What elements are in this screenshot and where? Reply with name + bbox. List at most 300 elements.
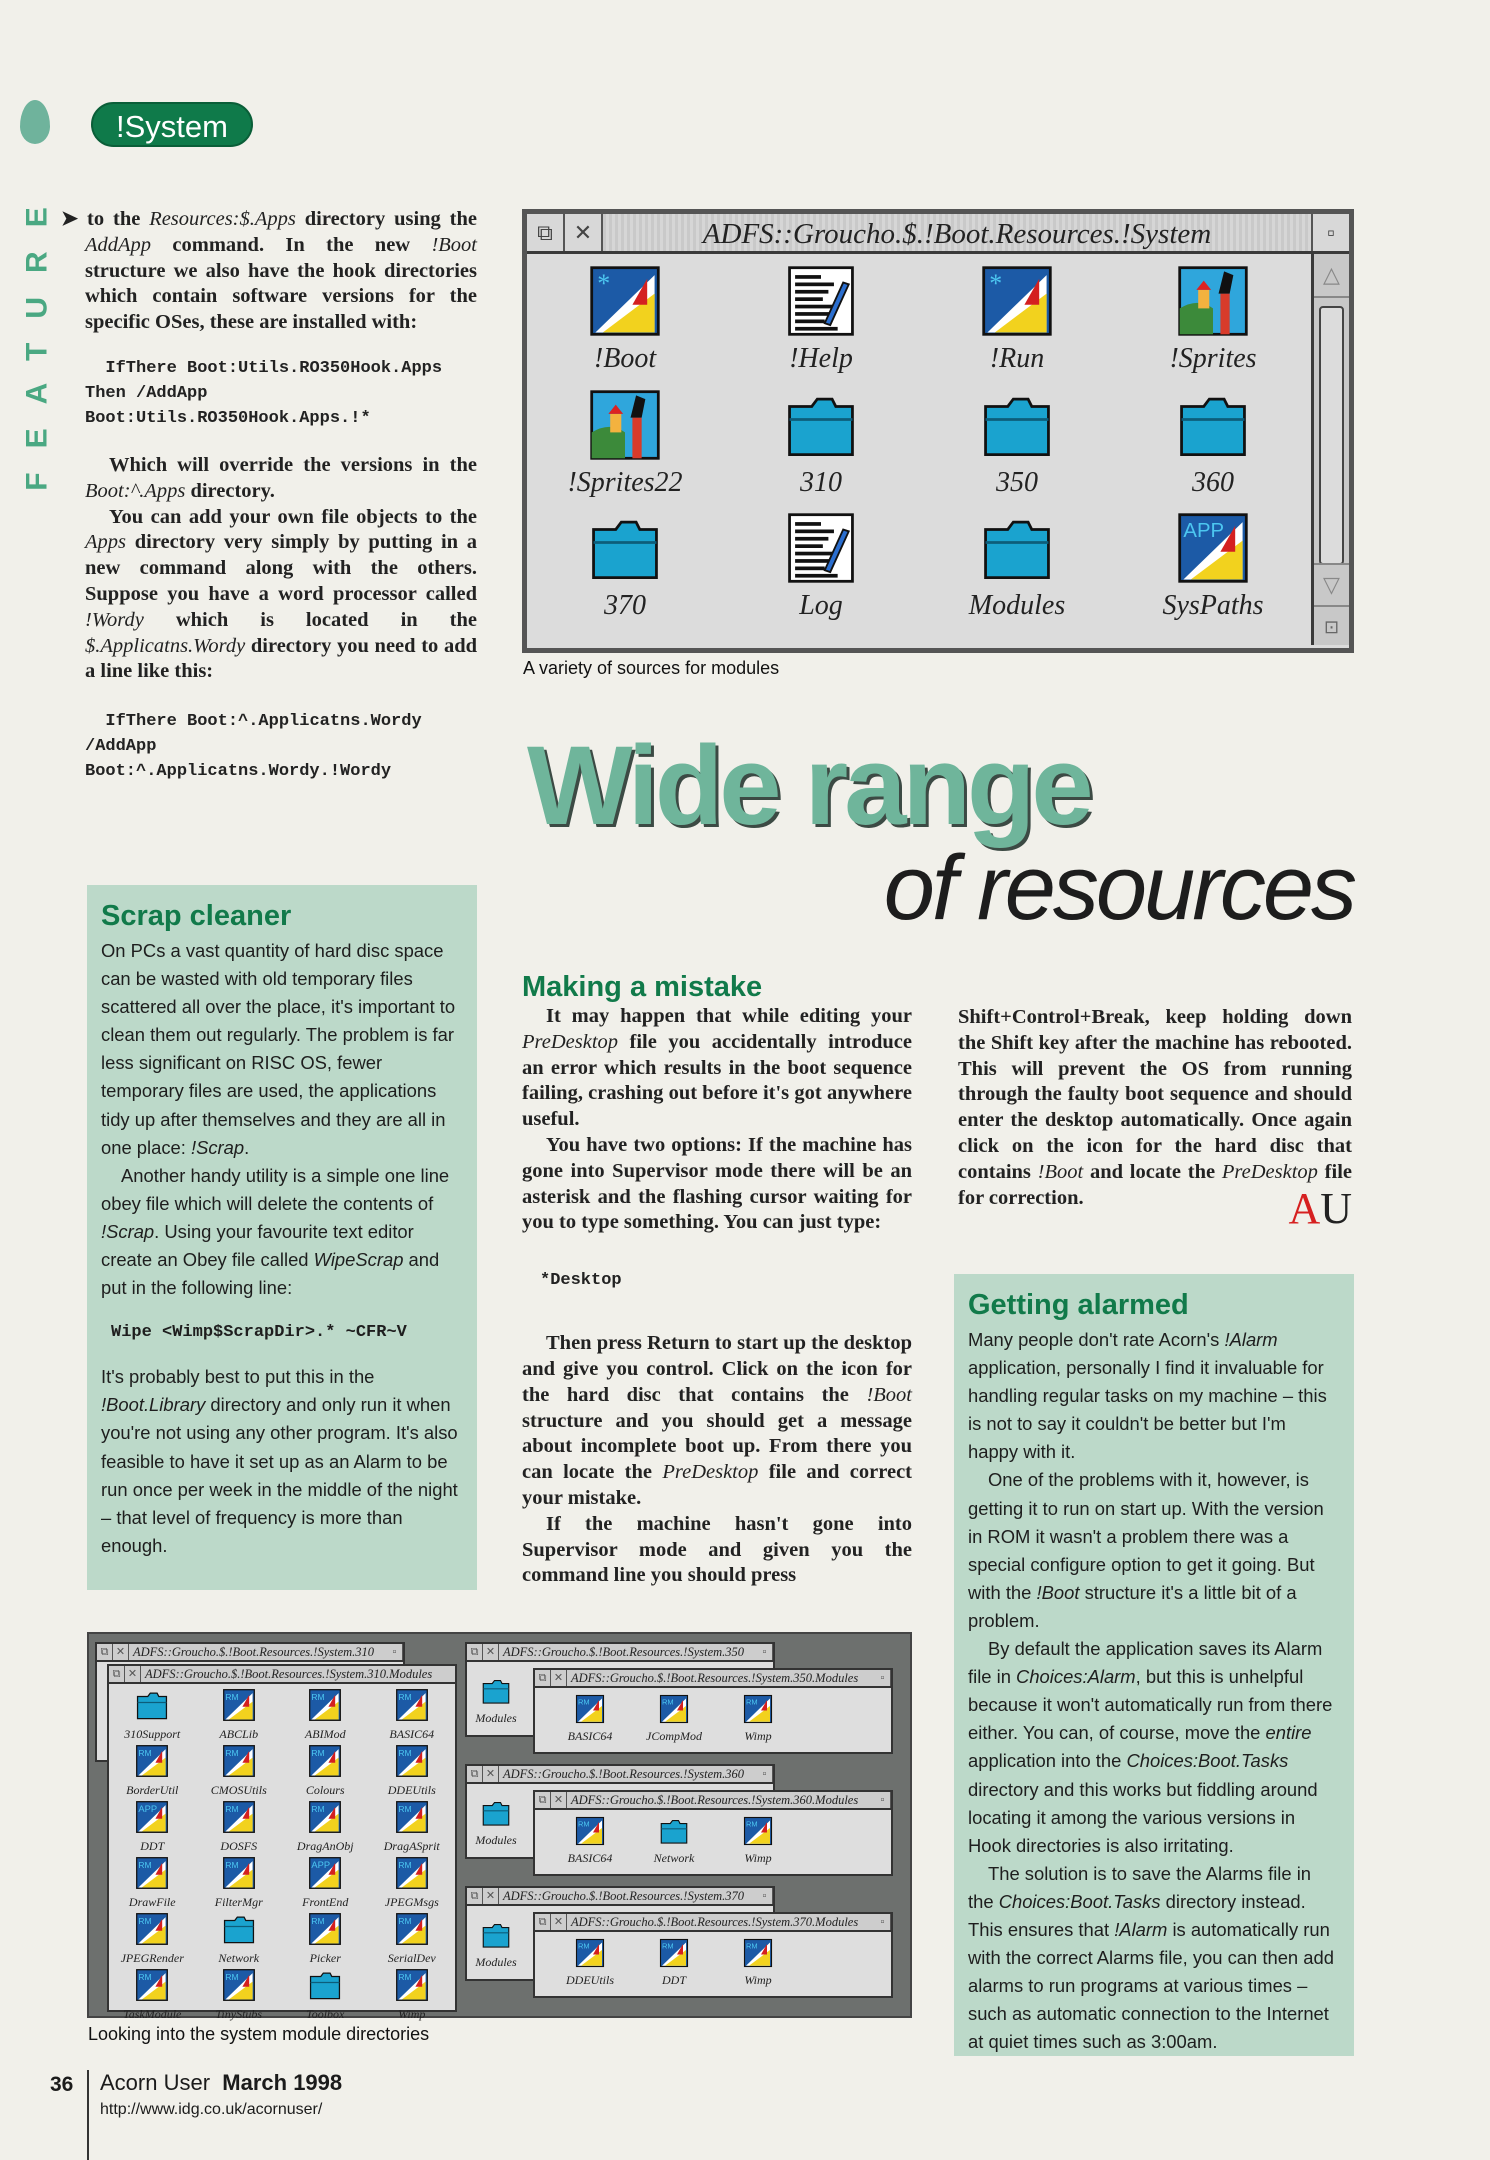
file-icon-350[interactable]	[919, 388, 1115, 506]
filer-window-modules	[533, 1912, 893, 1998]
text: and put in the following line:	[101, 1249, 440, 1299]
module-icon	[222, 1968, 256, 2007]
svg-text:RM: RM	[746, 1697, 758, 1707]
text: application into the	[968, 1750, 1127, 1772]
module-icon	[659, 1938, 689, 1973]
paragraph	[958, 1005, 1352, 1211]
svg-text:RM: RM	[398, 1971, 412, 1982]
code-block: IfThere Boot:Utils.RO350Hook.Apps Then /AddApp Boot:Utils.RO350Hook.Apps.!*	[85, 358, 443, 428]
file-label: DOSFS	[220, 1839, 258, 1853]
emphasis: !Scrap	[101, 1220, 155, 1242]
svg-text:RM: RM	[138, 1915, 152, 1926]
text: Another handy utility is a simple one line obey file which will delete the contents of	[101, 1164, 450, 1214]
file-label: JPEGRender	[120, 1951, 184, 1965]
file-icon-310support[interactable]	[109, 1688, 196, 1742]
filer-window-310-modules	[107, 1664, 457, 2021]
module-icon	[135, 1856, 169, 1895]
code-block: Wipe <Wimp$ScrapDir>.* ~CFR~V	[111, 1323, 407, 1343]
text: directory and only run it when you're not using any other program. It's also feasible to have it set up as an Alarm to be run once per week in the middle of the night – that level of frequency is more than enough.	[101, 1394, 458, 1556]
svg-text:RM: RM	[662, 1941, 674, 1951]
file-icon-wimp[interactable]	[727, 1938, 789, 1988]
text: Which will override the versions in the	[109, 453, 477, 476]
file-label: TinyStubs	[215, 2007, 263, 2021]
svg-text:RM: RM	[398, 1859, 412, 1870]
file-label: 370	[604, 590, 646, 622]
emphasis: !Boot	[1037, 1160, 1084, 1183]
svg-text:*: *	[597, 268, 611, 298]
icon-grid	[527, 254, 1311, 645]
application-icon	[308, 1856, 342, 1895]
file-label: Colours	[305, 1783, 345, 1797]
sidebar-title: Scrap cleaner	[101, 900, 292, 932]
close-icon[interactable]: ✕	[483, 1766, 499, 1782]
svg-text:RM: RM	[746, 1819, 758, 1829]
module-icon	[135, 1744, 169, 1783]
application-icon	[980, 264, 1054, 343]
application-icon	[588, 264, 662, 343]
folder-icon	[980, 388, 1054, 467]
svg-text:RM: RM	[578, 1941, 590, 1951]
file-label: Wimp	[398, 2007, 426, 2021]
toggle-size-icon[interactable]: ▫	[1311, 214, 1349, 251]
file-icon-filtermgr[interactable]	[196, 1856, 283, 1910]
page-number: 36	[50, 2073, 74, 2096]
text: structure and you should get a message about incomplete boot up. From there you can locate the	[522, 1409, 912, 1484]
file-icon-basic64[interactable]	[559, 1694, 621, 1744]
file-icon-jcompmod[interactable]	[643, 1694, 705, 1744]
module-icon	[308, 1912, 342, 1951]
svg-text:RM: RM	[398, 1803, 412, 1814]
text: directory very simply by putting in a new command along with the others. Suppose you have a word processor called	[85, 531, 477, 605]
folder-icon	[308, 1968, 342, 2007]
emphasis: Resources:$.Apps	[149, 208, 296, 230]
emphasis: $.Applicatns.Wordy	[85, 634, 246, 657]
text: Then press Return to start up the desktop and give you control. Click on the icon for the hard disc that contains the	[522, 1332, 912, 1406]
emphasis: !Alarm	[1224, 1329, 1278, 1350]
article-paragraphs	[958, 1005, 1352, 1211]
module-directories-screenshot	[87, 1632, 912, 2021]
module-icon	[743, 1694, 773, 1729]
file-label: DDEUtils	[387, 1783, 436, 1797]
paragraph	[85, 453, 477, 505]
close-icon[interactable]: ✕	[551, 1914, 567, 1930]
text: You have two options: If the machine has gone into Supervisor mode there will be an asterisk and the flashing cursor waiting for you to type something. You can just type:	[522, 1133, 912, 1234]
article-paragraphs	[522, 1331, 912, 1589]
headline-sub: of resources	[883, 837, 1354, 939]
filer-window-modules	[533, 1668, 893, 1754]
file-label: 350	[996, 466, 1038, 498]
svg-text:APP: APP	[138, 1803, 158, 1814]
file-icon-ddeutils[interactable]	[369, 1744, 456, 1798]
back-icon[interactable]: ⧉	[535, 1914, 551, 1930]
file-icon-network[interactable]	[196, 1912, 283, 1966]
file-label: BASIC64	[567, 1729, 613, 1743]
file-icon-wimp[interactable]	[727, 1816, 789, 1866]
file-icon-jpegmsgs[interactable]	[369, 1856, 456, 1910]
close-icon[interactable]: ✕	[483, 1888, 499, 1904]
folder-icon	[481, 1798, 511, 1833]
svg-text:RM: RM	[398, 1691, 412, 1702]
file-icon-serialdev[interactable]	[369, 1912, 456, 1966]
text: directory using the	[295, 208, 477, 230]
folder-icon	[659, 1816, 689, 1851]
emphasis: !Scrap	[190, 1136, 245, 1158]
application-icon	[1176, 264, 1250, 343]
text: You can add your own file objects to the	[109, 505, 477, 528]
module-icon	[743, 1816, 773, 1851]
text-file-icon	[784, 264, 858, 343]
headline: Wide range	[527, 723, 1090, 848]
back-icon[interactable]: ⧉	[109, 1666, 125, 1682]
sidebar-title: Getting alarmed	[968, 1289, 1189, 1321]
continue-arrow-icon: ➤	[61, 208, 88, 230]
close-icon[interactable]: ✕	[483, 1644, 499, 1660]
file-icon-modules[interactable]	[471, 1920, 521, 1970]
acorn-logo-icon	[20, 100, 50, 144]
file-icon-basic64[interactable]	[369, 1688, 456, 1742]
filer-window-system	[522, 209, 1354, 653]
text: command. In the new	[151, 233, 432, 256]
paragraph	[101, 1363, 463, 1560]
end-mark: AU	[1288, 1184, 1352, 1234]
svg-text:RM: RM	[138, 1859, 152, 1870]
svg-text:RM: RM	[311, 1803, 325, 1814]
text: By default the application saves its Alarm file in	[968, 1638, 1323, 1688]
file-icon-370[interactable]	[527, 511, 723, 629]
text: and locate the	[1083, 1160, 1222, 1183]
file-label: FrontEnd	[302, 1895, 349, 1909]
toggle-size-icon[interactable]: ▫	[757, 1644, 773, 1660]
file-label: !Sprites22	[567, 466, 683, 498]
folder-icon	[1176, 388, 1250, 467]
svg-text:RM: RM	[311, 1915, 325, 1926]
file-label: SerialDev	[387, 1951, 436, 1965]
text: On PCs a vast quantity of hard disc space can be wasted with old temporary files scattered all over the place, it's important to clean them out regularly. The problem is far less significant on RISC OS, fewer temporary files are used, the applications tidy up after themselves and they are all in one place:	[101, 940, 456, 1158]
file-icon-wimp[interactable]	[727, 1694, 789, 1744]
icon-row	[535, 1688, 891, 1744]
footer-url[interactable]: http://www.idg.co.uk/acornuser/	[100, 2101, 323, 2118]
file-label: Wimp	[744, 1851, 772, 1865]
file-label: DDT	[661, 1973, 686, 1987]
back-icon[interactable]: ⧉	[467, 1766, 483, 1782]
folder-icon	[980, 511, 1054, 590]
module-icon	[575, 1938, 605, 1973]
svg-text:*: *	[989, 268, 1003, 298]
file-icon-wimp[interactable]	[369, 1968, 456, 2022]
text: is automatically run with the correct Alarms file, you can then add alarms to run programs at various times – such as automatic connection to the Internet at quiet times such as 3:00am.	[968, 1918, 1334, 2053]
text: The solution is to save the Alarms file in the	[968, 1862, 1312, 1912]
file-icon-360[interactable]	[1115, 388, 1311, 506]
svg-text:RM: RM	[138, 1747, 152, 1758]
file-label: Toolbox	[306, 2007, 345, 2021]
toggle-size-icon[interactable]: ▫	[875, 1792, 891, 1808]
window-title[interactable]: ADFS::Groucho.$.!Boot.Resources.!System	[603, 214, 1311, 251]
scroll-up-icon[interactable]: △	[1314, 254, 1349, 298]
module-icon	[308, 1744, 342, 1783]
paragraph	[85, 505, 477, 686]
text: application, personally I find it invaluable for handling regular tasks on my machine – this is not to say it couldn't be better but I'm happy with it.	[968, 1357, 1327, 1463]
file-label: Wimp	[744, 1729, 772, 1743]
file-label: JPEGMsgs	[384, 1895, 439, 1909]
file-icon-sprites22[interactable]	[527, 388, 723, 506]
file-icon-jpegrender[interactable]	[109, 1912, 196, 1966]
right-column	[958, 1005, 1352, 1234]
figure-caption: A variety of sources for modules	[523, 658, 780, 678]
file-icon-abclib[interactable]	[196, 1688, 283, 1742]
emphasis: !Boot	[1036, 1581, 1080, 1603]
emphasis: Choices:Alarm	[1016, 1666, 1136, 1688]
window-title[interactable]: ADFS::Groucho.$.!Boot.Resources.!System.310	[133, 1645, 375, 1659]
window-title[interactable]: ADFS::Groucho.$.!Boot.Resources.!System.360	[503, 1767, 745, 1781]
close-icon[interactable]: ✕	[551, 1670, 567, 1686]
file-icon-sprites[interactable]	[1115, 264, 1311, 382]
svg-text:RM: RM	[138, 1971, 152, 1982]
scroll-thumb[interactable]	[1319, 306, 1344, 565]
emphasis: WipeScrap	[313, 1249, 404, 1271]
emphasis: Choices:Boot.Tasks	[998, 1890, 1161, 1912]
toggle-size-icon[interactable]: ▫	[757, 1888, 773, 1904]
emphasis: PreDesktop	[1221, 1160, 1318, 1183]
paragraph	[968, 1326, 1340, 1466]
paragraph	[522, 1331, 912, 1512]
file-label: CMOSUtils	[210, 1783, 267, 1797]
window-title[interactable]: ADFS::Groucho.$.!Boot.Resources.!System.370	[503, 1889, 745, 1903]
paragraph	[522, 1004, 912, 1133]
file-label: DragASprit	[383, 1839, 440, 1853]
left-column	[61, 207, 477, 806]
text: , but this is unhelpful because it won't automatically run from there either. You can, of course, move the	[968, 1666, 1333, 1744]
footer-divider	[87, 2070, 89, 2160]
file-label: TaskModule	[123, 2007, 182, 2021]
module-icon	[659, 1694, 689, 1729]
paragraph	[522, 1512, 912, 1589]
text: directory.	[185, 479, 275, 502]
window-title[interactable]: ADFS::Groucho.$.!Boot.Resources.!System.350	[503, 1645, 745, 1659]
sidebar-paragraphs	[101, 937, 463, 1302]
text: file for correction.	[958, 1160, 1352, 1209]
toggle-size-icon[interactable]: ▫	[875, 1914, 891, 1930]
module-icon	[308, 1688, 342, 1727]
toggle-size-icon[interactable]: ▫	[757, 1766, 773, 1782]
file-label: Modules	[968, 590, 1066, 622]
module-icon	[395, 1912, 429, 1951]
svg-text:RM: RM	[225, 1691, 239, 1702]
issue-date: March 1998	[222, 2070, 343, 2095]
svg-text:RM: RM	[398, 1747, 412, 1758]
module-icon	[395, 1968, 429, 2007]
window-title[interactable]: ADFS::Groucho.$.!Boot.Resources.!System.360.Modules	[571, 1793, 859, 1807]
icon-row	[535, 1932, 891, 1988]
window-title[interactable]: ADFS::Groucho.$.!Boot.Resources.!System.370.Modules	[571, 1915, 859, 1929]
module-icon	[395, 1688, 429, 1727]
file-icon-abimod[interactable]	[282, 1688, 369, 1742]
icon-row	[535, 1810, 891, 1866]
text: to the	[87, 208, 150, 230]
file-icon-run[interactable]	[919, 264, 1115, 382]
file-icon-draganobj[interactable]	[282, 1800, 369, 1854]
article-paragraphs	[61, 207, 477, 336]
file-icon-log[interactable]	[723, 511, 919, 629]
close-icon[interactable]: ✕	[125, 1666, 141, 1682]
text: It's probably best to put this in the	[101, 1366, 375, 1388]
application-icon	[1176, 511, 1250, 590]
back-icon[interactable]: ⧉	[535, 1670, 551, 1686]
back-icon[interactable]: ⧉	[467, 1888, 483, 1904]
close-icon[interactable]: ✕	[113, 1644, 129, 1660]
text: directory and this works but fiddling around locating it among the various versions in Hook directories is also irritating.	[968, 1778, 1318, 1856]
file-icon-drawfile[interactable]	[109, 1856, 196, 1910]
file-icon-modules[interactable]	[919, 511, 1115, 629]
file-icon-boot[interactable]	[527, 264, 723, 382]
file-label: 310	[800, 466, 842, 498]
text-file-icon	[784, 511, 858, 590]
section-label	[18, 150, 58, 491]
text: directory instead. This ensures that	[968, 1890, 1306, 1940]
file-label: Modules	[475, 1955, 517, 1969]
file-icon-ddt[interactable]	[109, 1800, 196, 1854]
folder-icon	[222, 1912, 256, 1951]
article-paragraphs	[85, 453, 477, 685]
file-icon-ddt[interactable]	[643, 1938, 705, 1988]
module-icon	[575, 1816, 605, 1851]
file-icon-network[interactable]	[643, 1816, 705, 1866]
middle-column	[522, 970, 912, 1589]
file-label: DragAnObj	[296, 1839, 354, 1853]
svg-text:RM: RM	[225, 1803, 239, 1814]
module-icon	[395, 1856, 429, 1895]
text: which is located in the	[143, 608, 477, 631]
file-label: !Sprites	[1169, 343, 1257, 374]
file-label: Modules	[475, 1711, 517, 1725]
text: file you accidentally introduce an error which results in the boot sequence failing, crashing out before it's got anywhere useful.	[522, 1030, 912, 1131]
svg-text:RM: RM	[311, 1691, 325, 1702]
file-label: FilterMgr	[214, 1895, 263, 1909]
svg-text:APP: APP	[1183, 520, 1225, 543]
module-icon	[135, 1912, 169, 1951]
file-icon-taskmodule[interactable]	[109, 1968, 196, 2022]
toggle-size-icon[interactable]: ▫	[387, 1644, 403, 1660]
file-icon-picker[interactable]	[282, 1912, 369, 1966]
close-icon[interactable]: ✕	[551, 1792, 567, 1808]
paragraph	[61, 207, 477, 336]
file-label: BASIC64	[389, 1727, 435, 1741]
file-label: Network	[653, 1851, 695, 1865]
file-icon-basic64[interactable]	[559, 1816, 621, 1866]
text: One of the problems with it, however, is getting it to run on start up. With the version in ROM it wasn't a problem there was a special configure option to get it going. But with the	[968, 1469, 1324, 1603]
file-label: !Boot	[593, 343, 657, 374]
file-label: Wimp	[744, 1973, 772, 1987]
svg-text:RM: RM	[225, 1747, 239, 1758]
sidebar-getting-alarmed	[954, 1274, 1354, 2056]
file-icon-tinystubs[interactable]	[196, 1968, 283, 2022]
close-icon[interactable]: ✕	[565, 214, 603, 251]
module-icon	[395, 1744, 429, 1783]
footer-magazine	[100, 2070, 342, 2096]
back-icon[interactable]: ⧉	[535, 1792, 551, 1808]
resize-icon[interactable]: ⊡	[1323, 616, 1340, 637]
text: directory you need to add a line like this:	[85, 634, 477, 683]
code-block: IfThere Boot:^.Applicatns.Wordy /AddApp Boot:^.Applicatns.Wordy.!Wordy	[85, 712, 422, 782]
emphasis: !Wordy	[85, 608, 144, 631]
file-icon-dosfs[interactable]	[196, 1800, 283, 1854]
file-label: Network	[218, 1951, 260, 1965]
file-icon-modules[interactable]	[471, 1676, 521, 1726]
emphasis: AddApp	[85, 233, 152, 256]
file-icon-borderutil[interactable]	[109, 1744, 196, 1798]
file-icon-310[interactable]	[723, 388, 919, 506]
emphasis: !Boot.Library	[101, 1394, 206, 1416]
file-label: DDT	[140, 1839, 165, 1853]
file-label: SysPaths	[1162, 590, 1264, 622]
emphasis: !Alarm	[1114, 1918, 1168, 1940]
file-icon-cmosutils[interactable]	[196, 1744, 283, 1798]
emphasis: !Boot	[866, 1383, 912, 1406]
file-label: Picker	[309, 1951, 341, 1965]
file-label: Log	[799, 590, 843, 622]
vertical-scrollbar[interactable]	[1311, 254, 1349, 645]
folder-icon	[481, 1920, 511, 1955]
svg-text:RM: RM	[662, 1697, 674, 1707]
paragraph	[101, 937, 463, 1162]
svg-text:APP: APP	[311, 1859, 331, 1870]
file-label: !Run	[989, 343, 1045, 374]
file-icon-ddeutils[interactable]	[559, 1938, 621, 1988]
file-label: BASIC64	[567, 1851, 613, 1865]
folder-icon	[481, 1676, 511, 1711]
paragraph	[968, 1466, 1340, 1635]
file-label: DDEUtils	[566, 1973, 614, 1987]
file-icon-dragasprit[interactable]	[369, 1800, 456, 1854]
emphasis: PreDesktop	[522, 1030, 619, 1053]
file-label: BorderUtil	[126, 1783, 179, 1797]
back-icon[interactable]: ⧉	[527, 214, 565, 251]
file-icon-toolbox[interactable]	[282, 1968, 369, 2022]
file-label: ABIMod	[304, 1727, 346, 1741]
text: If the machine hasn't gone into Supervisor mode and given you the command line you should press	[522, 1512, 912, 1587]
back-icon[interactable]: ⧉	[467, 1644, 483, 1660]
window-title[interactable]: ADFS::Groucho.$.!Boot.Resources.!System.350.Modules	[571, 1671, 859, 1685]
svg-text:RM: RM	[578, 1819, 590, 1829]
code-block: *Desktop	[540, 1271, 622, 1291]
toggle-size-icon[interactable]: ▫	[875, 1670, 891, 1686]
window-title[interactable]: ADFS::Groucho.$.!Boot.Resources.!System.310.Modules	[145, 1667, 433, 1681]
file-icon-help[interactable]	[723, 264, 919, 382]
magazine-name: Acorn User	[100, 2070, 211, 2095]
file-label: Modules	[475, 1833, 517, 1847]
sidebar-paragraphs	[968, 1326, 1340, 2056]
file-icon-colours[interactable]	[282, 1744, 369, 1798]
back-icon[interactable]: ⧉	[97, 1644, 113, 1660]
file-icon-frontend[interactable]	[282, 1856, 369, 1910]
sidebar-paragraphs	[101, 1363, 463, 1560]
folder-icon	[784, 388, 858, 467]
file-icon-modules[interactable]	[471, 1798, 521, 1848]
paragraph	[968, 1635, 1340, 1860]
scroll-down-icon[interactable]: ▽	[1314, 563, 1349, 607]
file-label: 310Support	[124, 1727, 181, 1741]
application-icon	[135, 1800, 169, 1839]
emphasis: !Boot	[431, 233, 477, 256]
module-icon	[222, 1856, 256, 1895]
file-icon-syspaths[interactable]	[1115, 511, 1311, 629]
paragraph	[522, 1133, 912, 1236]
text: Shift+Control+Break, keep holding down the Shift key after the machine has rebooted. This will prevent the OS from running through the faulty boot sequence and should enter the desktop automatically. Once again click on the icon for the hard disc that contains	[958, 1006, 1352, 1183]
folder-icon	[588, 511, 662, 590]
file-label: DrawFile	[128, 1895, 176, 1909]
svg-text:RM: RM	[225, 1859, 239, 1870]
section-label-text: FEATURE	[21, 183, 55, 491]
section-heading: Making a mistake	[522, 971, 763, 1003]
